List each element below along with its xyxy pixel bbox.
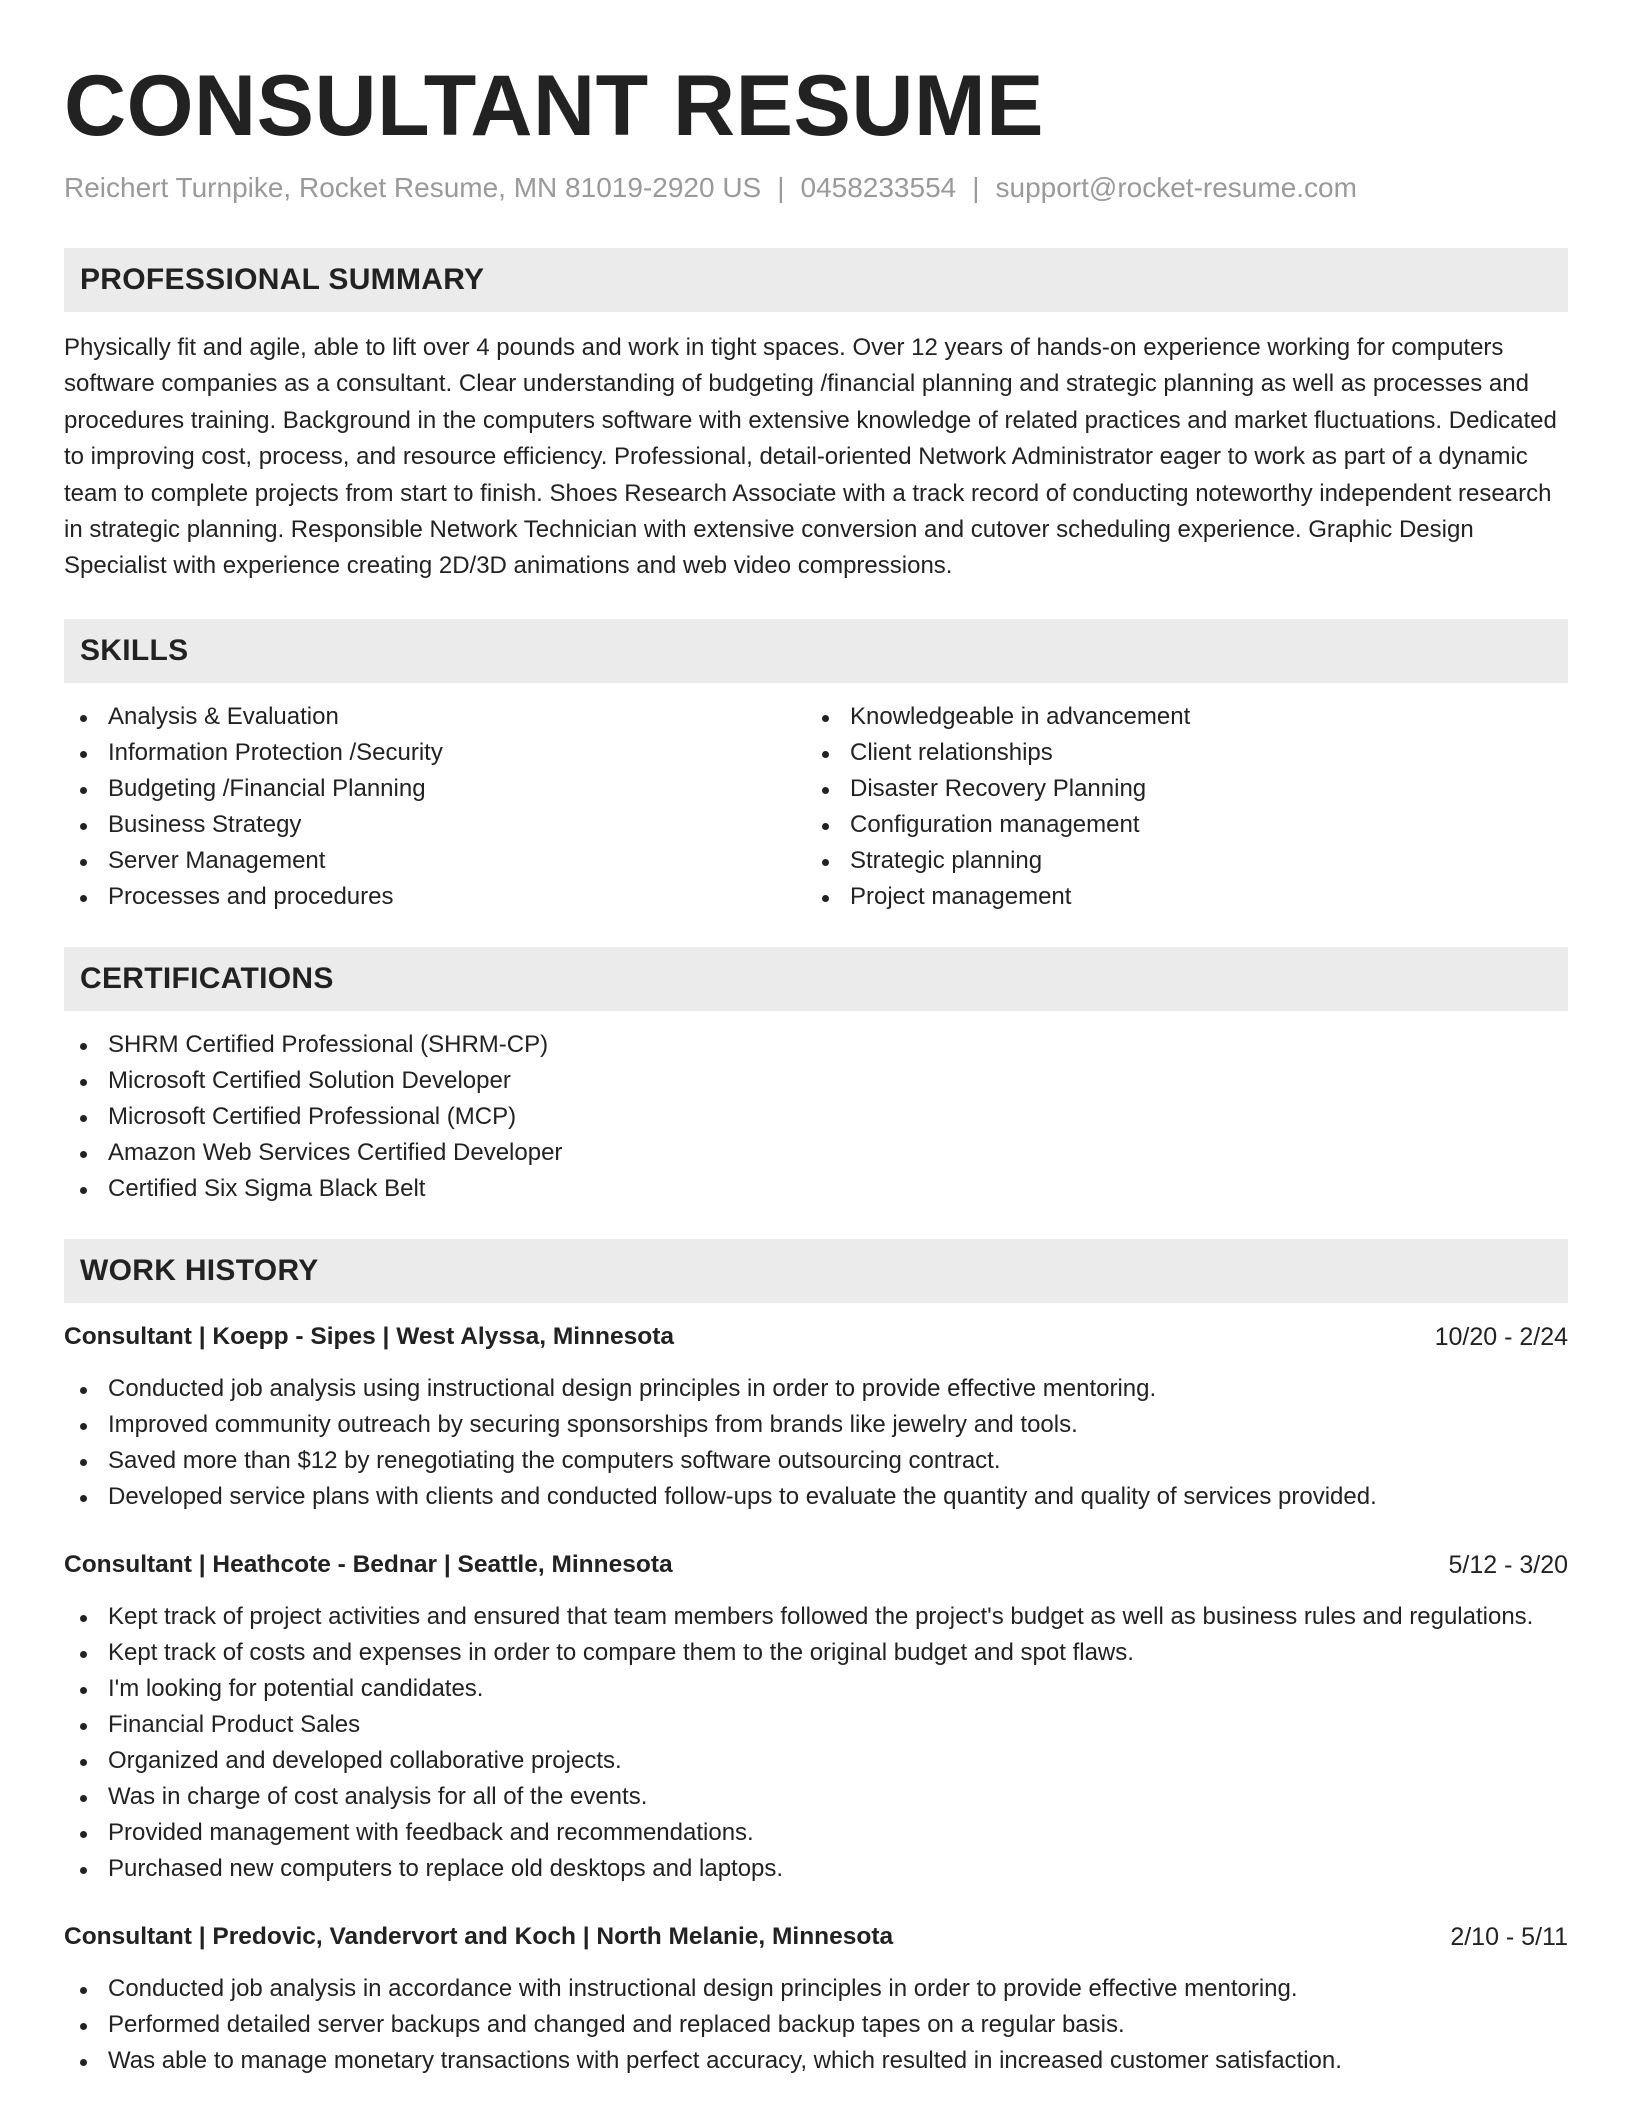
skills-column-right: [806, 699, 1548, 915]
section-heading-certifications: CERTIFICATIONS: [64, 947, 1568, 1011]
job-entry: [64, 1547, 1568, 1887]
job-bullet: Developed service plans with clients and conducted follow-ups to evaluate the quantity and quality of services provided.: [64, 1479, 1568, 1515]
job-header: [64, 1547, 1568, 1583]
resume-title: CONSULTANT RESUME: [64, 58, 1044, 154]
job-header: [64, 1919, 1568, 1955]
skill-item: Configuration management: [806, 807, 1548, 843]
job-dates: 5/12 - 3/20: [1448, 1550, 1568, 1579]
skills-column-left: [64, 699, 806, 915]
job-bullet: Organized and developed collaborative projects.: [64, 1743, 1568, 1779]
contact-separator: |: [777, 172, 785, 203]
contact-line: [64, 170, 1568, 206]
job-header: [64, 1319, 1568, 1355]
skill-item: Project management: [806, 879, 1548, 915]
job-bullet: Purchased new computers to replace old desktops and laptops.: [64, 1851, 1568, 1887]
job-bullet: Improved community outreach by securing sponsorships from brands like jewelry and tools.: [64, 1407, 1568, 1443]
job-bullet: Saved more than $12 by renegotiating the computers software outsourcing contract.: [64, 1443, 1568, 1479]
skill-item: Disaster Recovery Planning: [806, 771, 1548, 807]
skill-item: Analysis & Evaluation: [64, 699, 806, 735]
contact-separator: |: [972, 172, 980, 203]
job-bullet: Was able to manage monetary transactions with perfect accuracy, which resulted in increased customer satisfaction.: [64, 2043, 1568, 2079]
section-heading-summary: PROFESSIONAL SUMMARY: [64, 248, 1568, 312]
job-bullets: [64, 1599, 1568, 1887]
contact-address: Reichert Turnpike, Rocket Resume, MN 81019-2920 US: [64, 172, 762, 203]
summary-text: Physically fit and agile, able to lift over 4 pounds and work in tight spaces. Over 12 years of hands-on experience working for computers software companies as a consultant. Clear understanding of budgeting /financial planning and strategic planning as well as processes and procedures training. Background in the computers software with extensive knowledge of related practices and market fluctuations. Dedicated to improving cost, process, and resource efficiency. Professional, detail-oriented Network Administrator eager to work as part of a dynamic team to complete projects from start to finish. Shoes Research Associate with a track record of conducting noteworthy independent research in strategic planning. Responsible Network Technician with extensive conversion and cutover scheduling experience. Graphic Design Specialist with experience creating 2D/3D animations and web video compressions.: [64, 334, 1557, 580]
skill-item: Budgeting /Financial Planning: [64, 771, 806, 807]
job-bullet: Kept track of costs and expenses in order to compare them to the original budget and spot flaws.: [64, 1635, 1568, 1671]
job-bullet: Performed detailed server backups and changed and replaced backup tapes on a regular basis.: [64, 2007, 1568, 2043]
job-dates: 2/10 - 5/11: [1450, 1922, 1568, 1951]
job-bullets: [64, 1971, 1568, 2079]
job-entry: [64, 1919, 1568, 2079]
certification-item: Amazon Web Services Certified Developer: [64, 1135, 1568, 1171]
skill-item: Server Management: [64, 843, 806, 879]
job-title: Consultant | Koepp - Sipes | West Alyssa, Minnesota: [64, 1322, 674, 1350]
skill-item: Client relationships: [806, 735, 1548, 771]
job-bullet: Conducted job analysis in accordance with instructional design principles in order to provide effective mentoring.: [64, 1971, 1568, 2007]
certification-item: Microsoft Certified Professional (MCP): [64, 1099, 1568, 1135]
contact-phone: 0458233554: [800, 172, 957, 203]
job-bullet: Kept track of project activities and ensured that team members followed the project's budget as well as business rules and regulations.: [64, 1599, 1568, 1635]
job-dates: 10/20 - 2/24: [1434, 1322, 1568, 1351]
job-bullet: Provided management with feedback and recommendations.: [64, 1815, 1568, 1851]
section-heading-skills: SKILLS: [64, 619, 1568, 683]
section-heading-work-history: WORK HISTORY: [64, 1239, 1568, 1303]
skill-item: Processes and procedures: [64, 879, 806, 915]
certification-item: Certified Six Sigma Black Belt: [64, 1171, 1568, 1207]
skills-list: [64, 699, 1568, 915]
job-bullet: Was in charge of cost analysis for all of the events.: [64, 1779, 1568, 1815]
job-bullet: Conducted job analysis using instructional design principles in order to provide effective mentoring.: [64, 1371, 1568, 1407]
certification-item: SHRM Certified Professional (SHRM-CP): [64, 1027, 1568, 1063]
skill-item: Knowledgeable in advancement: [806, 699, 1548, 735]
certification-item: Microsoft Certified Solution Developer: [64, 1063, 1568, 1099]
skill-item: Information Protection /Security: [64, 735, 806, 771]
resume-page: [64, 0, 1568, 2079]
job-bullets: [64, 1371, 1568, 1515]
job-title: Consultant | Predovic, Vandervort and Koch | North Melanie, Minnesota: [64, 1922, 894, 1950]
contact-email[interactable]: support@rocket-resume.com: [995, 172, 1357, 203]
skill-item: Business Strategy: [64, 807, 806, 843]
skill-item: Strategic planning: [806, 843, 1548, 879]
certifications-list: [64, 1027, 1568, 1207]
job-bullet: I'm looking for potential candidates.: [64, 1671, 1568, 1707]
job-entry: [64, 1319, 1568, 1515]
job-title: Consultant | Heathcote - Bednar | Seattle, Minnesota: [64, 1550, 673, 1578]
job-bullet: Financial Product Sales: [64, 1707, 1568, 1743]
